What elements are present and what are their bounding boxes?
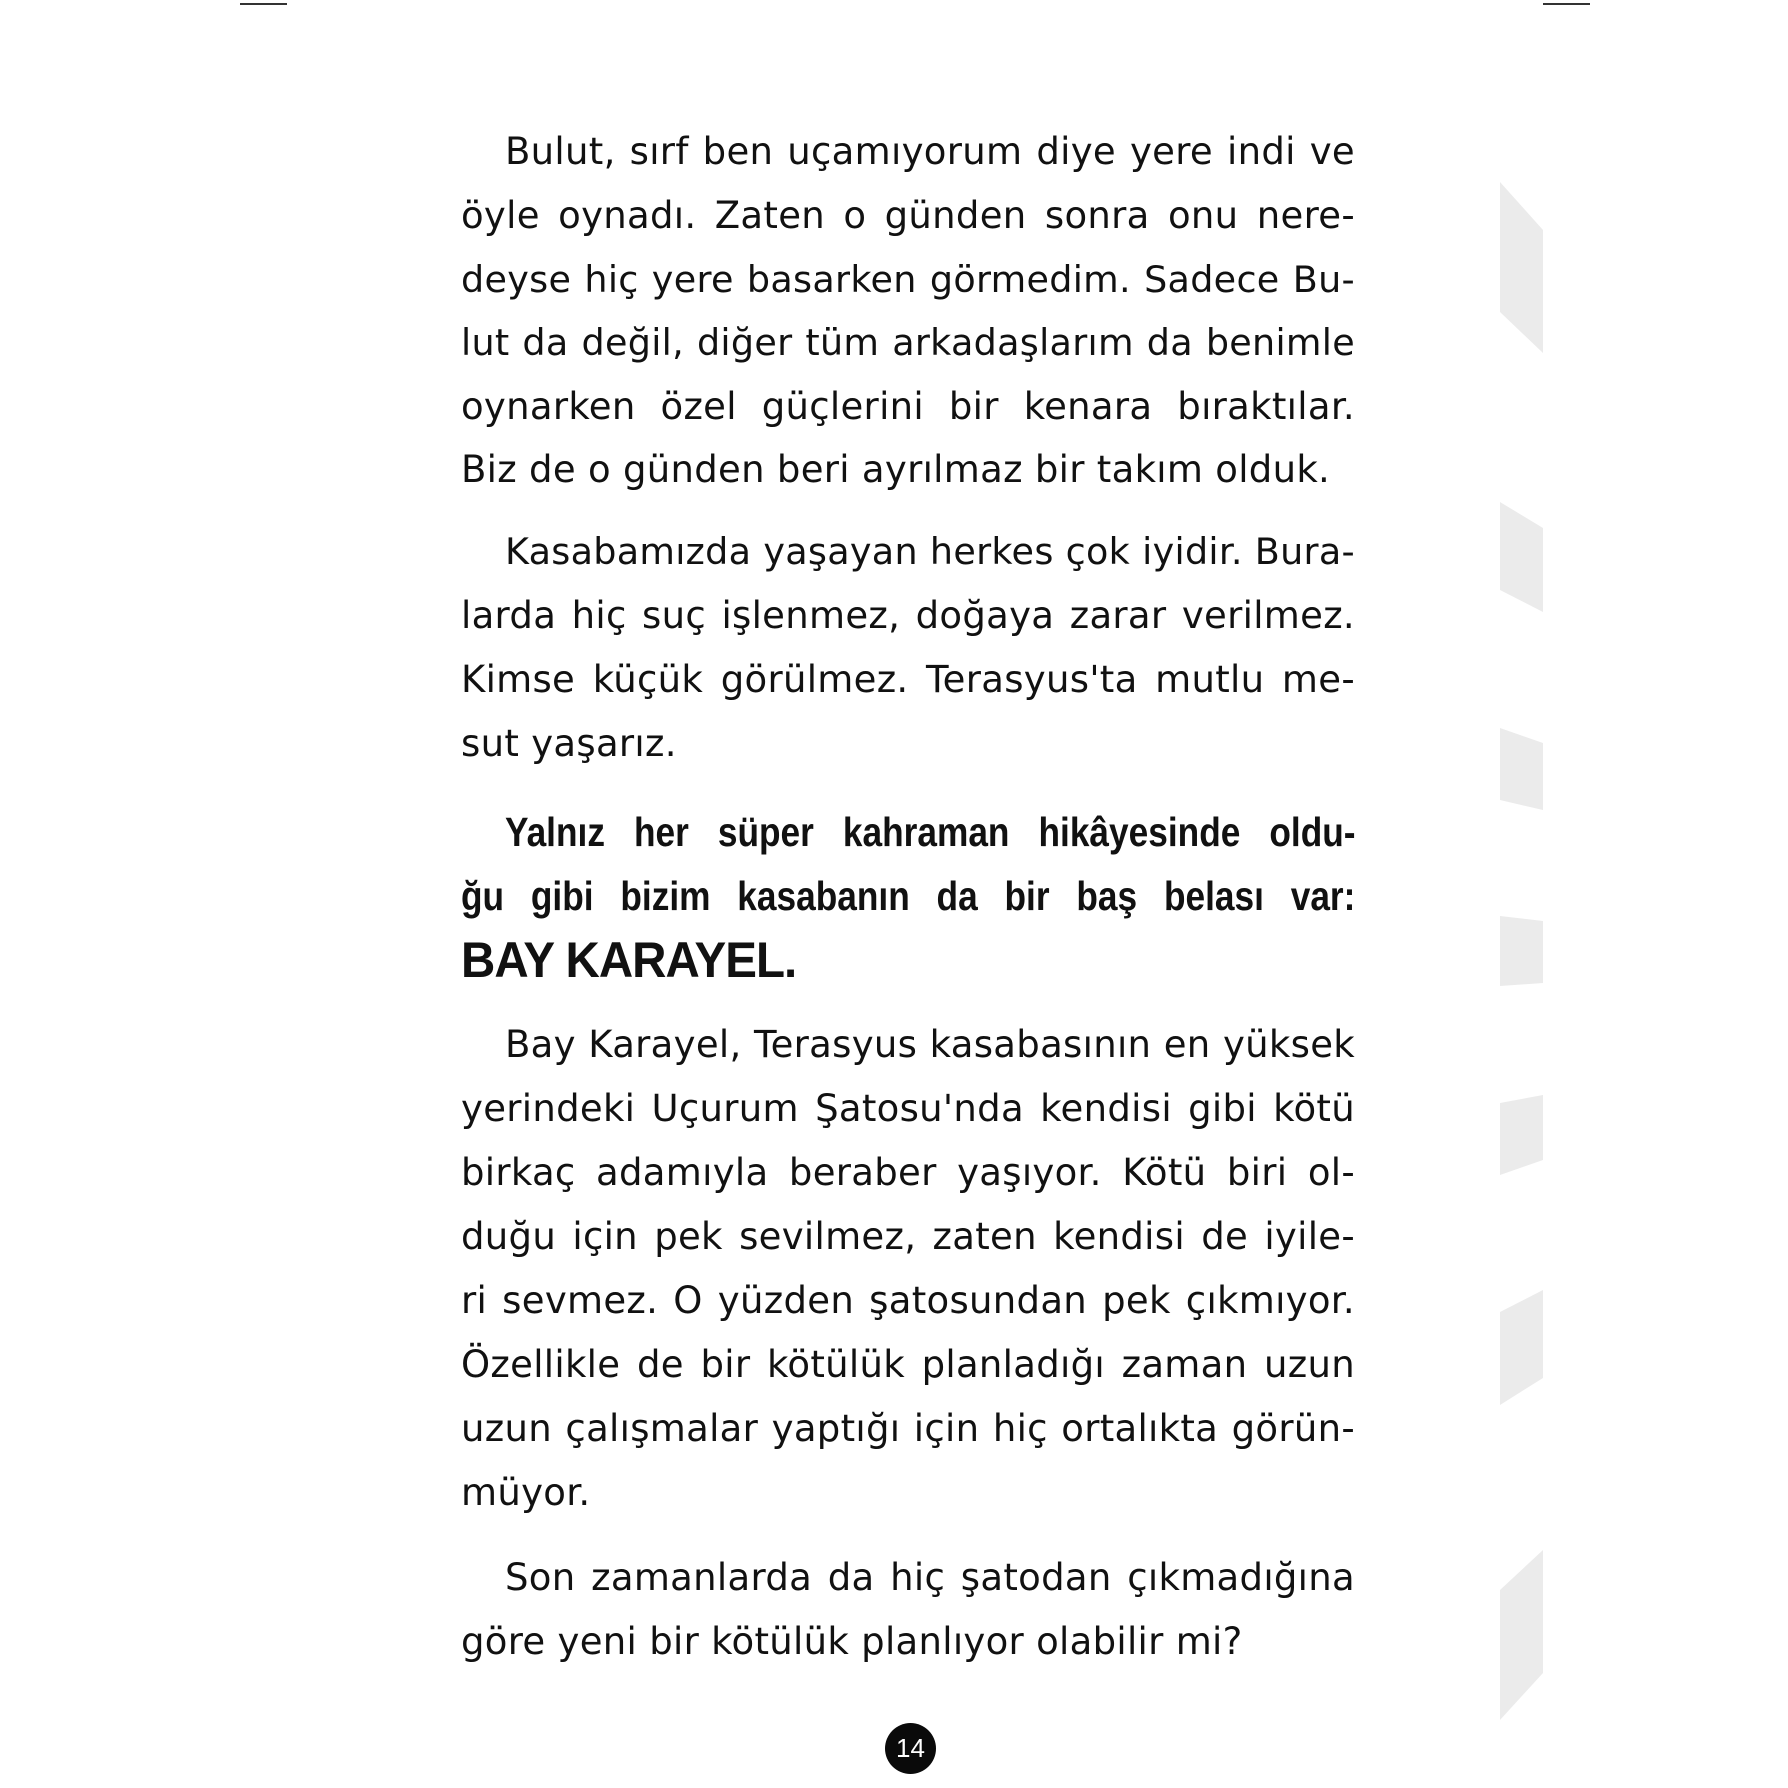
text-line: larda hiç suç işlenmez, doğaya zarar verilmez. [461,594,1355,637]
text-line: ri sevmez. O yüzden şatosundan pek çıkmıyor. [461,1279,1355,1322]
villain-name-title: BAY KARAYEL. [461,932,797,988]
text-line: Kimse küçük görülmez. Terasyus'ta mutlu me- [461,658,1355,701]
text-line: Özellikle de bir kötülük planladığı zaman uzun [461,1343,1355,1386]
crop-mark-right [1543,3,1590,5]
text-line: sut yaşarız. [461,722,677,765]
text-line: lut da değil, diğer tüm arkadaşlarım da benimle [461,321,1355,364]
text-line: öyle oynadı. Zaten o günden sonra onu nere- [461,194,1355,237]
page-number-badge: 14 [885,1723,936,1774]
text-line: Bulut, sırf ben uçamıyorum diye yere indi ve [505,130,1355,173]
crop-mark-left [240,3,287,5]
bold-text-line: ğu gibi bizim kasabanın da bir baş belası var: [461,873,1356,919]
text-line: deyse hiç yere basarken görmedim. Sadece Bu- [461,258,1355,301]
edge-tab-shape [1500,1095,1543,1175]
edge-tab-shape [1500,1290,1543,1405]
bold-text-line: Yalnız her süper kahraman hikâyesinde oldu- [505,809,1356,855]
text-line: Kasabamızda yaşayan herkes çok iyidir. Bura- [505,530,1355,573]
text-line: oynarken özel güçlerini bir kenara bıraktılar. [461,385,1355,428]
text-line: uzun çalışmalar yaptığı için hiç ortalıkta görün- [461,1407,1355,1450]
text-line: yerindeki Uçurum Şatosu'nda kendisi gibi kötü [461,1087,1355,1130]
edge-tab-shape [1500,1550,1543,1720]
edge-tab-shape [1500,728,1543,810]
text-line: müyor. [461,1471,591,1514]
edge-tab-shape [1500,502,1543,612]
text-line: göre yeni bir kötülük planlıyor olabilir mi? [461,1620,1243,1663]
text-line: Son zamanlarda da hiç şatodan çıkmadığına [505,1556,1355,1599]
text-line: duğu için pek sevilmez, zaten kendisi de iyile- [461,1215,1355,1258]
edge-tab-shape [1500,916,1543,986]
edge-tab-shape [1500,182,1543,353]
text-line: birkaç adamıyla beraber yaşıyor. Kötü biri ol- [461,1151,1355,1194]
text-line: Biz de o günden beri ayrılmaz bir takım olduk. [461,448,1331,491]
text-line: Bay Karayel, Terasyus kasabasının en yüksek [505,1023,1355,1066]
